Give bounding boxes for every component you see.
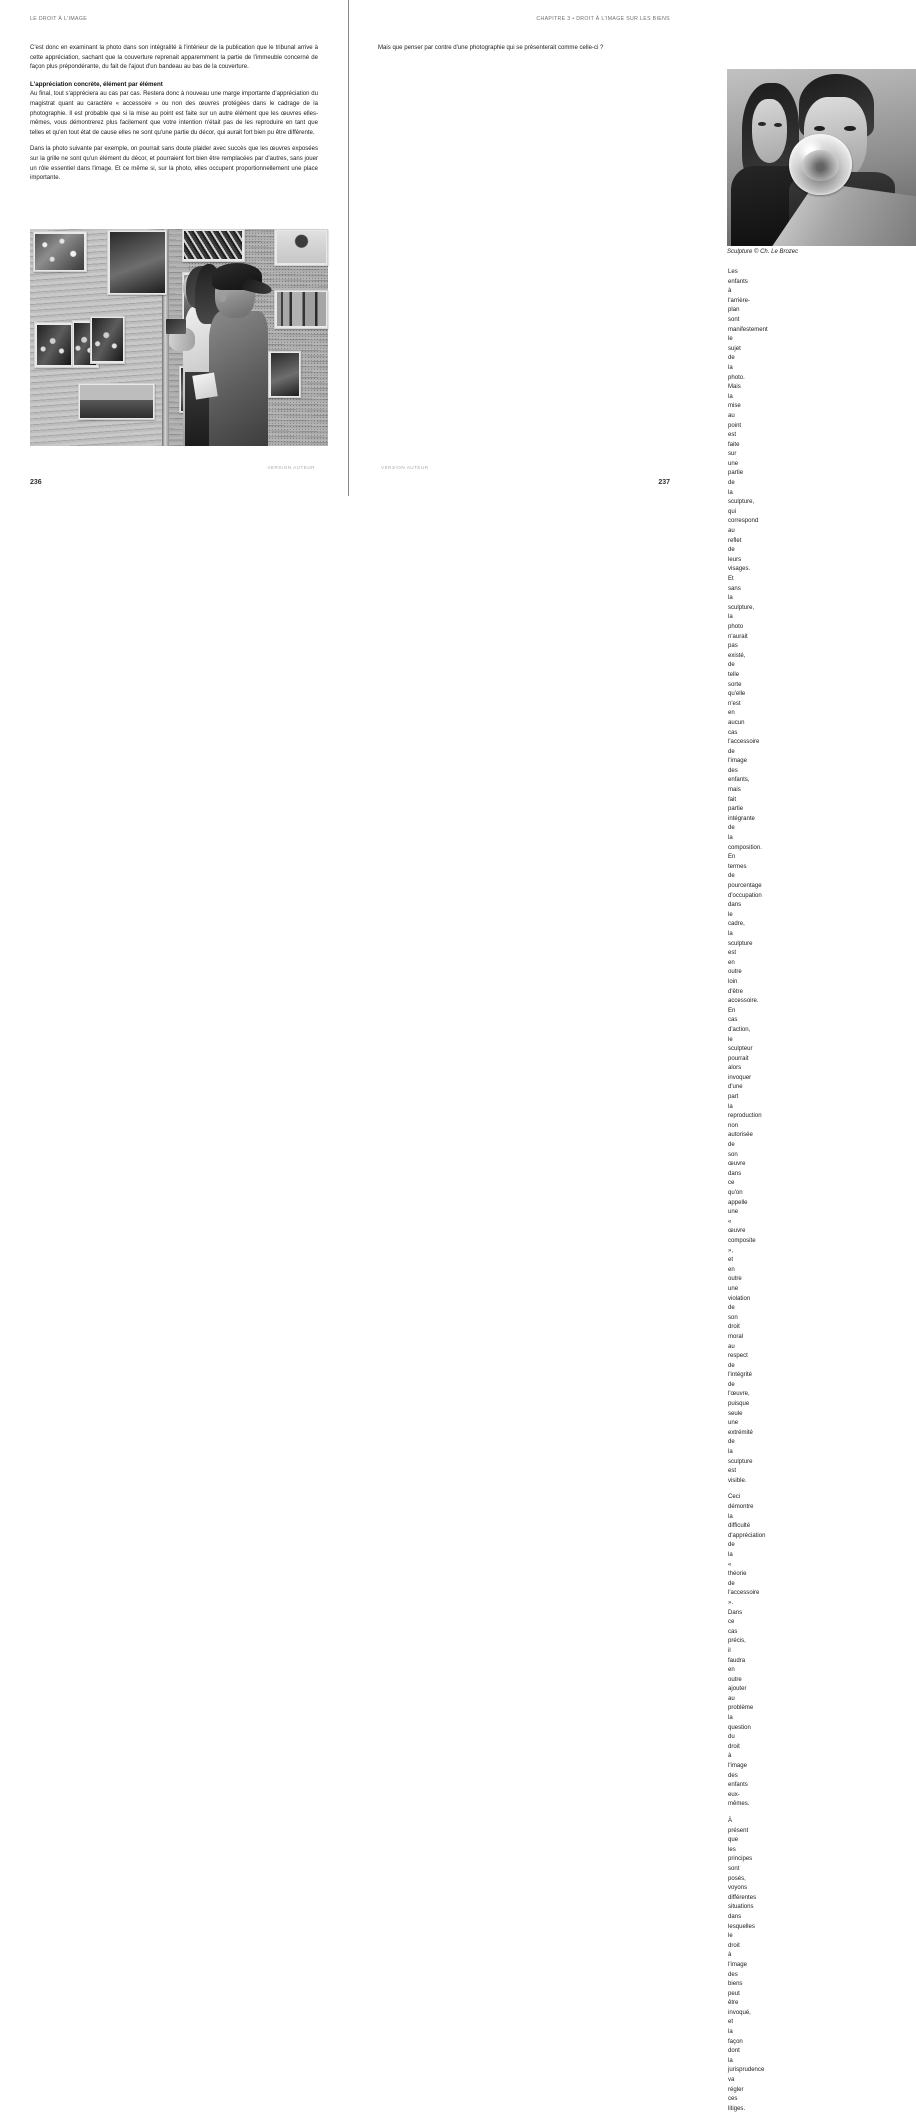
paper-leaflet <box>192 373 218 400</box>
left-page-content <box>30 44 318 184</box>
glass-sphere <box>789 134 851 194</box>
framed-photo <box>90 316 126 364</box>
framed-photo <box>268 351 301 399</box>
left-paragraph-2: Au final, tout s'appréciera au cas par cas. Restera donc à nouveau une marge importante d'appréciation du magistrat quant au caractère « accessoire » ou non des œuvres protégées dans le cadrage de la photographie. Il est probable que si la mise au point est faite sur un autre élément que les œuvres elles-mêmes, vous démontrerez plus facilement que votre intention n'était pas de les reproduire en tant que telles et qu'en tout état de cause elles ne sont qu'une partie du décor, qui aurait fort bien pu être différente. <box>30 91 318 136</box>
left-running-head: LE DROIT À L'IMAGE <box>30 16 88 22</box>
sculpture-photo-scene <box>727 69 916 246</box>
exhibition-photo <box>30 229 328 446</box>
handheld-object <box>166 319 187 334</box>
framed-photo <box>78 383 155 420</box>
boy-eye-left <box>814 126 825 131</box>
framed-photo <box>274 290 328 329</box>
girl-eye-right <box>774 123 782 127</box>
left-paragraph-3: Dans la photo suivante par exemple, on pourrait sans doute plaider avec succès que les œuvres exposées sur la grille ne sont qu'un élément du décor, et pourraient fort bien être remplacées par d'autres, sans jouer un rôle essentiel dans l'image. Et ce même si, sur la photo, elles occupent proportionnellement une place importante. <box>30 146 318 182</box>
left-watermark: VERSION AUTEUR <box>267 465 315 470</box>
framed-photo <box>34 322 73 368</box>
boy-body <box>209 311 269 446</box>
left-subheading: L'appréciation concrète, élément par élément <box>30 80 163 88</box>
framed-photo <box>274 229 328 266</box>
left-page-number: 236 <box>30 479 42 486</box>
right-running-head: CHAPITRE 3 • DROIT À L'IMAGE SUR LES BIENS <box>536 16 670 22</box>
sculpture-photo-caption: Sculpture © Ch. Le Brozec <box>727 249 799 255</box>
boy-eye-right <box>844 126 855 131</box>
sculpture-photo <box>727 69 916 246</box>
left-paragraph-1: C'est donc en examinant la photo dans son intégralité à l'intérieur de la publication que le tribunal arrive à cette appréciation, sachant que la couverture reprenait apparemment la partie de l'immeuble concerné de façon plus prépondérante, du fait de l'ajout d'un bandeau au bas de la couverture. <box>30 45 318 71</box>
left-page <box>0 0 348 496</box>
framed-photo <box>107 230 167 295</box>
girl-eye-left <box>758 122 766 126</box>
right-page-content-top <box>378 44 670 61</box>
right-watermark: VERSION AUTEUR <box>381 465 429 470</box>
framed-photo <box>33 231 87 272</box>
right-page: CHAPITRE 3 • DROIT À L'IMAGE SUR LES BIENS Mais que penser par contre d'une photographie qui se présenterait comme celle-ci ? Sculpture © Ch. Le Brozec Les enfants à l'arrière-plan sont manifestement le sujet de la photo. Mais la mise au point est faite sur une partie de la sculpture, qui correspond au reflet de leurs visages. Et sans la sculpture, la photo n'aurait pas existé, de telle sorte qu'elle n'est en aucun cas l'accessoire de l'image des enfants, mais fait partie intégrante de la composition. En termes de pourcentage d'occupation dans le cadre, la sculpture est en outre loin d'être accessoire. En cas d'action, le sculpteur pourrait alors invoquer d'une part la reproduction non autorisée de son œuvre dans ce qu'on appelle une « œuvre composite », et en outre une violation de son droit moral au respect de l'intégrité de l'œuvre, puisque seule une extrémité de la sculpture est visible. Ceci démontre la difficulté d'appréciation de la « théorie de l'accessoire ». Dans ce cas précis, il faudra en outre ajouter au problème la question du droit à l'image des enfants eux-mêmes. À présent que les principes sont posés, voyons différentes situations dans lesquelles le droit à l'image des biens peut être invoqué, et la façon dont la jurisprudence va régler ces litiges. VERSION AUTEUR 237 <box>349 0 700 496</box>
boy-ear <box>218 290 227 302</box>
exhibition-photo-scene <box>30 229 328 446</box>
right-paragraph-1: Mais que penser par contre d'une photographie qui se présenterait comme celle-ci ? <box>378 45 604 51</box>
sphere-reflection <box>802 150 839 181</box>
framed-photo <box>182 229 245 262</box>
right-page-number: 237 <box>658 479 670 486</box>
girl-face <box>752 99 788 163</box>
